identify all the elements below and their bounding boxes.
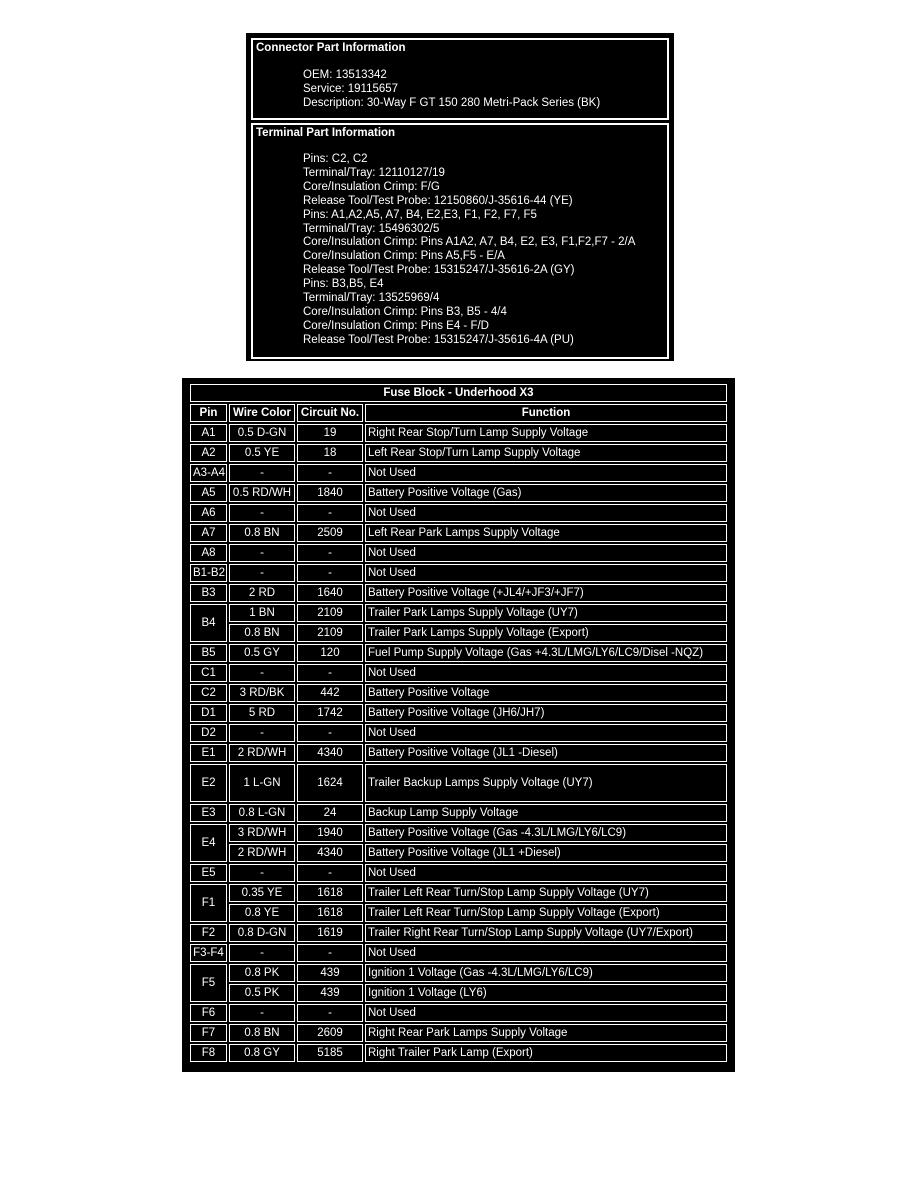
- wire-color-cell: 5 RD: [229, 704, 295, 722]
- terminal-info-line: Release Tool/Test Probe: 15315247/J-35616-4A (PU): [303, 333, 574, 346]
- table-row: [190, 844, 727, 862]
- wire-color-cell: -: [229, 664, 295, 682]
- wire-color-cell: 0.5 RD/WH: [229, 484, 295, 502]
- table-row: [190, 584, 727, 602]
- function-cell: Not Used: [365, 724, 727, 742]
- function-cell: Not Used: [365, 544, 727, 562]
- wire-color-cell: -: [229, 544, 295, 562]
- circuit-cell: -: [297, 464, 363, 482]
- terminal-info-line: Pins: C2, C2: [303, 153, 368, 165]
- function-cell: Backup Lamp Supply Voltage: [365, 804, 727, 822]
- connector-info-line: Service: 19115657: [303, 82, 399, 95]
- circuit-cell: 1618: [297, 904, 363, 922]
- table-row: [190, 604, 727, 622]
- pin-cell: D2: [190, 724, 227, 742]
- wire-color-cell: 0.8 GY: [229, 1044, 295, 1062]
- wire-color-cell: 0.5 GY: [229, 644, 295, 662]
- connector-part-title: Connector Part Information: [256, 42, 406, 54]
- circuit-cell: 19: [297, 424, 363, 442]
- terminal-part-title: Terminal Part Information: [256, 127, 396, 139]
- pin-cell: C1: [190, 664, 227, 682]
- function-cell: Battery Positive Voltage (JL1 -Diesel): [365, 744, 727, 762]
- wire-color-cell: 0.8 YE: [229, 904, 295, 922]
- pin-cell: B1-B2: [190, 564, 227, 582]
- circuit-cell: 4340: [297, 844, 363, 862]
- wire-color-cell: 0.8 D-GN: [229, 924, 295, 942]
- table-body: [190, 424, 727, 1062]
- function-cell: Trailer Left Rear Turn/Stop Lamp Supply Voltage (UY7): [365, 884, 727, 902]
- header-pin: Pin: [190, 404, 227, 422]
- wire-color-cell: -: [229, 864, 295, 882]
- wire-color-cell: 0.5 YE: [229, 444, 295, 462]
- pin-cell: B3: [190, 584, 227, 602]
- wire-color-cell: -: [229, 464, 295, 482]
- function-cell: Not Used: [365, 1004, 727, 1022]
- pin-cell: E1: [190, 744, 227, 762]
- wire-color-cell: -: [229, 1004, 295, 1022]
- wire-color-cell: 1 BN: [229, 604, 295, 622]
- table-row: [190, 564, 727, 582]
- function-cell: Not Used: [365, 564, 727, 582]
- terminal-part-section: [251, 123, 669, 359]
- wire-color-cell: 2 RD/WH: [229, 844, 295, 862]
- pin-cell: A2: [190, 444, 227, 462]
- circuit-cell: -: [297, 544, 363, 562]
- circuit-cell: 24: [297, 804, 363, 822]
- circuit-cell: -: [297, 724, 363, 742]
- circuit-cell: 1840: [297, 484, 363, 502]
- function-cell: Left Rear Park Lamps Supply Voltage: [365, 524, 727, 542]
- header-function: Function: [365, 404, 727, 422]
- circuit-cell: -: [297, 864, 363, 882]
- wire-color-cell: 2 RD: [229, 584, 295, 602]
- table-row: [190, 504, 727, 522]
- function-cell: Right Trailer Park Lamp (Export): [365, 1044, 727, 1062]
- wire-color-cell: -: [229, 724, 295, 742]
- pin-cell: C2: [190, 684, 227, 702]
- table-row: [190, 644, 727, 662]
- function-cell: Fuel Pump Supply Voltage (Gas +4.3L/LMG/LY6/LC9/Disel -NQZ): [365, 644, 727, 662]
- function-cell: Battery Positive Voltage: [365, 684, 727, 702]
- wire-color-cell: 0.8 BN: [229, 524, 295, 542]
- table-row: [190, 1044, 727, 1062]
- table-row: [190, 964, 727, 982]
- circuit-cell: 439: [297, 964, 363, 982]
- wire-color-cell: 0.5 PK: [229, 984, 295, 1002]
- terminal-info-line: Release Tool/Test Probe: 12150860/J-35616-44 (YE): [303, 194, 573, 207]
- function-cell: Trailer Right Rear Turn/Stop Lamp Supply Voltage (UY7/Export): [365, 924, 727, 942]
- header-circuit-no: Circuit No.: [297, 404, 363, 422]
- terminal-info-line: Terminal/Tray: 15496302/5: [303, 222, 440, 235]
- connector-info-panel: [246, 33, 674, 361]
- circuit-cell: 2509: [297, 524, 363, 542]
- table-row: [190, 744, 727, 762]
- circuit-cell: -: [297, 1004, 363, 1022]
- table-row: [190, 764, 727, 802]
- pin-cell: E5: [190, 864, 227, 882]
- pin-cell: F7: [190, 1024, 227, 1042]
- wire-color-cell: 0.8 BN: [229, 624, 295, 642]
- function-cell: Battery Positive Voltage (+JL4/+JF3/+JF7): [365, 584, 727, 602]
- table-title: Fuse Block - Underhood X3: [190, 384, 727, 402]
- wire-color-cell: 0.35 YE: [229, 884, 295, 902]
- connector-part-section: [251, 38, 669, 120]
- fuse-block-table: [188, 382, 729, 1064]
- table-row: [190, 624, 727, 642]
- function-cell: Battery Positive Voltage (Gas -4.3L/LMG/LY6/LC9): [365, 824, 727, 842]
- table-row: [190, 904, 727, 922]
- function-cell: Not Used: [365, 944, 727, 962]
- pin-cell: A6: [190, 504, 227, 522]
- circuit-cell: 1619: [297, 924, 363, 942]
- terminal-info-line: Release Tool/Test Probe: 15315247/J-35616-2A (GY): [303, 264, 575, 277]
- circuit-cell: 1940: [297, 824, 363, 842]
- function-cell: Trailer Park Lamps Supply Voltage (UY7): [365, 604, 727, 622]
- terminal-info-line: Core/Insulation Crimp: Pins B3, B5 - 4/4: [303, 305, 507, 318]
- table-row: [190, 664, 727, 682]
- wire-color-cell: 2 RD/WH: [229, 744, 295, 762]
- pin-cell: F1: [190, 884, 227, 922]
- function-cell: Battery Positive Voltage (Gas): [365, 484, 727, 502]
- terminal-info-line: Core/Insulation Crimp: Pins A1A2, A7, B4, E2, E3, F1,F2,F7 - 2/A: [303, 236, 636, 249]
- table-row: [190, 464, 727, 482]
- circuit-cell: 2109: [297, 624, 363, 642]
- function-cell: Ignition 1 Voltage (LY6): [365, 984, 727, 1002]
- wire-color-cell: -: [229, 504, 295, 522]
- table-row: [190, 684, 727, 702]
- circuit-cell: -: [297, 944, 363, 962]
- circuit-cell: 120: [297, 644, 363, 662]
- wire-color-cell: 0.5 D-GN: [229, 424, 295, 442]
- wire-color-cell: 3 RD/WH: [229, 824, 295, 842]
- pin-cell: F5: [190, 964, 227, 1002]
- wire-color-cell: 1 L-GN: [229, 764, 295, 802]
- function-cell: Battery Positive Voltage (JH6/JH7): [365, 704, 727, 722]
- pin-cell: D1: [190, 704, 227, 722]
- function-cell: Right Rear Park Lamps Supply Voltage: [365, 1024, 727, 1042]
- pin-cell: A5: [190, 484, 227, 502]
- table-row: [190, 944, 727, 962]
- table-row: [190, 444, 727, 462]
- function-cell: Ignition 1 Voltage (Gas -4.3L/LMG/LY6/LC9): [365, 964, 727, 982]
- pin-cell: E2: [190, 764, 227, 802]
- pin-cell: F2: [190, 924, 227, 942]
- pin-cell: B5: [190, 644, 227, 662]
- terminal-info-line: Terminal/Tray: 13525969/4: [303, 292, 440, 305]
- function-cell: Trailer Park Lamps Supply Voltage (Export): [365, 624, 727, 642]
- table-row: [190, 544, 727, 562]
- function-cell: Not Used: [365, 464, 727, 482]
- circuit-cell: 439: [297, 984, 363, 1002]
- wire-color-cell: 3 RD/BK: [229, 684, 295, 702]
- connector-info-line: OEM: 13513342: [303, 69, 387, 81]
- wire-color-cell: -: [229, 944, 295, 962]
- pin-cell: A8: [190, 544, 227, 562]
- connector-part-lines: [253, 69, 667, 111]
- table-row: [190, 524, 727, 542]
- circuit-cell: 4340: [297, 744, 363, 762]
- terminal-info-line: Terminal/Tray: 12110127/19: [303, 166, 445, 179]
- table-row: [190, 724, 727, 742]
- wire-color-cell: 0.8 BN: [229, 1024, 295, 1042]
- terminal-info-line: Pins: A1,A2,A5, A7, B4, E2,E3, F1, F2, F7, F5: [303, 208, 537, 221]
- function-cell: Not Used: [365, 664, 727, 682]
- terminal-info-line: Core/Insulation Crimp: F/G: [303, 180, 440, 193]
- terminal-info-line: Pins: B3,B5, E4: [303, 278, 384, 291]
- table-header-row: [190, 404, 727, 422]
- wire-color-cell: 0.8 PK: [229, 964, 295, 982]
- terminal-info-line: Core/Insulation Crimp: Pins E4 - F/D: [303, 319, 489, 332]
- table-row: [190, 1004, 727, 1022]
- header-wire-color: Wire Color: [229, 404, 295, 422]
- connector-info-line: Description: 30-Way F GT 150 280 Metri-Pack Series (BK): [303, 96, 601, 109]
- table-row: [190, 984, 727, 1002]
- circuit-cell: -: [297, 504, 363, 522]
- function-cell: Right Rear Stop/Turn Lamp Supply Voltage: [365, 424, 727, 442]
- circuit-cell: 1742: [297, 704, 363, 722]
- circuit-cell: -: [297, 664, 363, 682]
- pin-cell: E3: [190, 804, 227, 822]
- table-row: [190, 924, 727, 942]
- circuit-cell: -: [297, 564, 363, 582]
- circuit-cell: 1618: [297, 884, 363, 902]
- circuit-cell: 1640: [297, 584, 363, 602]
- circuit-cell: 2109: [297, 604, 363, 622]
- table-row: [190, 1024, 727, 1042]
- function-cell: Battery Positive Voltage (JL1 +Diesel): [365, 844, 727, 862]
- function-cell: Not Used: [365, 504, 727, 522]
- table-row: [190, 704, 727, 722]
- wire-color-cell: -: [229, 564, 295, 582]
- pin-cell: B4: [190, 604, 227, 642]
- circuit-cell: 18: [297, 444, 363, 462]
- circuit-cell: 2609: [297, 1024, 363, 1042]
- circuit-cell: 442: [297, 684, 363, 702]
- pin-cell: A7: [190, 524, 227, 542]
- table-row: [190, 864, 727, 882]
- function-cell: Trailer Backup Lamps Supply Voltage (UY7): [365, 764, 727, 802]
- table-row: [190, 884, 727, 902]
- table-row: [190, 424, 727, 442]
- pin-cell: F8: [190, 1044, 227, 1062]
- terminal-part-lines: [253, 153, 667, 348]
- function-cell: Not Used: [365, 864, 727, 882]
- fuse-block-panel: [182, 378, 735, 1072]
- pin-cell: A1: [190, 424, 227, 442]
- wire-color-cell: 0.8 L-GN: [229, 804, 295, 822]
- pin-cell: E4: [190, 824, 227, 862]
- function-cell: Left Rear Stop/Turn Lamp Supply Voltage: [365, 444, 727, 462]
- table-row: [190, 824, 727, 842]
- circuit-cell: 1624: [297, 764, 363, 802]
- circuit-cell: 5185: [297, 1044, 363, 1062]
- pin-cell: A3-A4: [190, 464, 227, 482]
- function-cell: Trailer Left Rear Turn/Stop Lamp Supply Voltage (Export): [365, 904, 727, 922]
- table-row: [190, 804, 727, 822]
- pin-cell: F3-F4: [190, 944, 227, 962]
- table-row: [190, 484, 727, 502]
- terminal-info-line: Core/Insulation Crimp: Pins A5,F5 - E/A: [303, 250, 505, 263]
- pin-cell: F6: [190, 1004, 227, 1022]
